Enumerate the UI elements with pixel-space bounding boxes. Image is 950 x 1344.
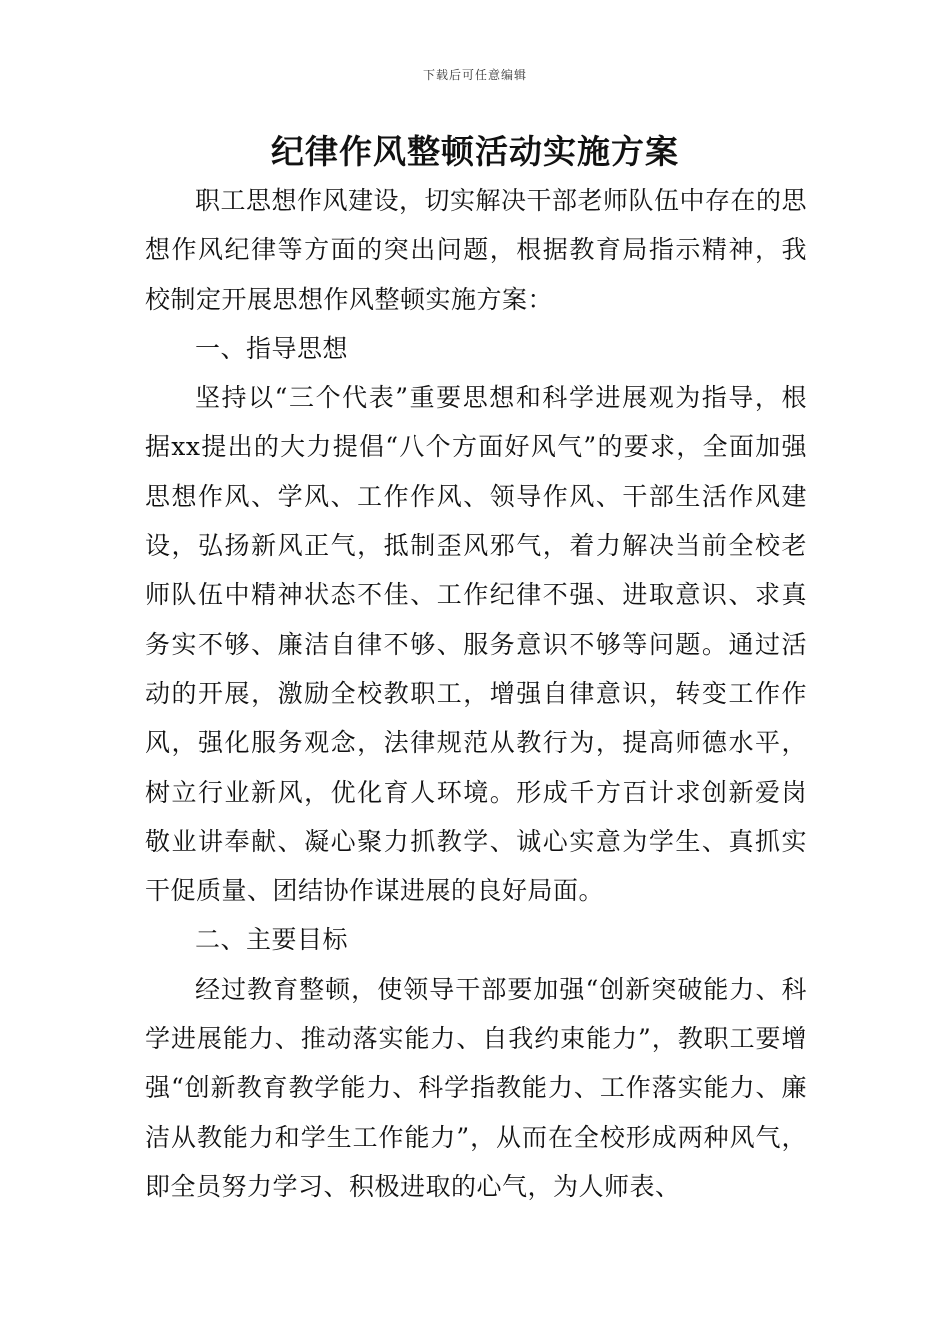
header-note: 下载后可任意编辑 (422, 68, 527, 82)
section-heading-main-goals: 二、主要目标 (195, 925, 349, 955)
intro-paragraph: 职工思想作风建设，切实解决干部老师队伍中存在的思想作风纪律等方面的突出问题，根据教育局指示精神，我校制定开展思想作风整顿实施方案： (145, 186, 808, 314)
guiding-ideology-paragraph: 坚持以“三个代表”重要思想和科学进展观为指导，根据xx提出的大力提倡“八个方面好风气”的要求，全面加强思想作风、学风、工作作风、领导作风、干部生活作风建设，弘扬新风正气，抵制歪风邪气，着力解决当前全校老师队伍中精神状态不佳、工作纪律不强、进取意识、求真务实不够、廉洁自律不够、服务意识不够等问题。通过活动的开展，激励全校教职工，增强自律意识，转变工作作风，强化服务观念，法律规范从教行为，提高师德水平，树立行业新风，优化育人环境。形成千方百计求创新爱岗敬业讲奉献、凝心聚力抓教学、诚心实意为学生、真抓实干促质量、团结协作谋进展的良好局面。 (145, 383, 807, 906)
document-body (145, 176, 807, 1211)
section-heading-guiding-ideology: 一、指导思想 (195, 333, 349, 363)
main-goals-paragraph: 经过教育整顿，使领导干部要加强“创新突破能力、科学进展能力、推动落实能力、自我约束能力”，教职工要增强“创新教育教学能力、科学指教能力、工作落实能力、廉洁从教能力和学生工作能力”，从而在全校形成两种风气，即全员努力学习、积极进取的心气，为人师表、 (145, 974, 807, 1201)
document-title: 纪律作风整顿活动实施方案 (271, 132, 679, 171)
